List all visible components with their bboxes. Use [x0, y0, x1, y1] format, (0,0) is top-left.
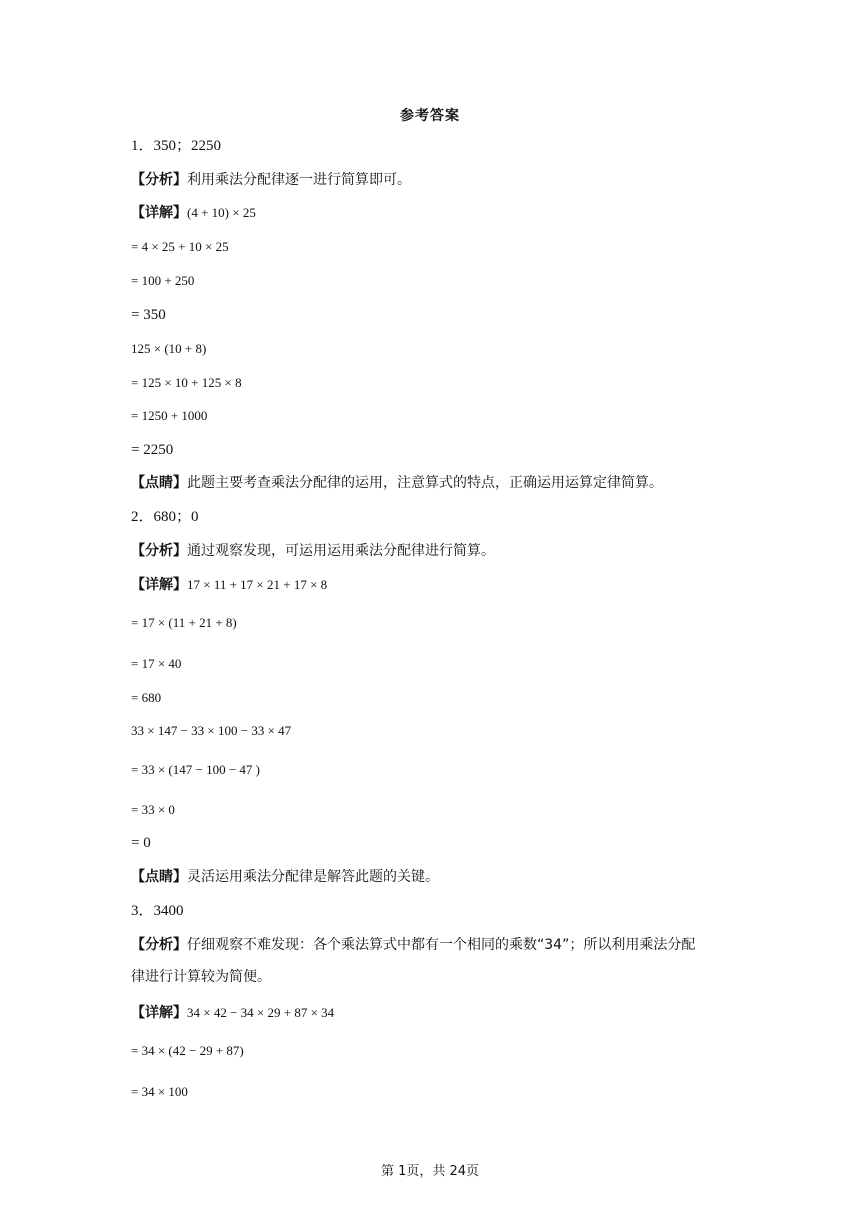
q2-comment	[131, 867, 439, 887]
comment-tag: 【点睛】	[131, 475, 187, 491]
detail-tag: 【详解】	[131, 205, 187, 221]
q3-analysis-continued: 律进行计算较为简便。	[131, 969, 271, 985]
q1-step: = 4 × 25 + 10 × 25	[131, 239, 229, 254]
q2-step: = 0	[131, 835, 151, 851]
q2-analysis	[131, 541, 495, 561]
analysis-tag: 【分析】	[131, 937, 187, 953]
q1-step: = 1250 + 1000	[131, 408, 208, 423]
q1-comment	[131, 473, 663, 493]
detail-tag: 【详解】	[131, 577, 187, 593]
page-title: 参考答案	[400, 108, 460, 124]
comment-text: 灵活运用乘法分配律是解答此题的关键。	[187, 869, 439, 885]
q3-analysis	[131, 935, 695, 955]
comment-text: 此题主要考查乘法分配律的运用，注意算式的特点，正确运用运算定律简算。	[187, 475, 663, 491]
q1-step: = 125 × 10 + 125 × 8	[131, 375, 242, 390]
detail-tag: 【详解】	[131, 1005, 187, 1021]
detail-expression: 34 × 42 − 34 × 29 + 87 × 34	[187, 1005, 335, 1020]
q2-step: = 33 × (147 − 100 − 47 )	[131, 762, 260, 777]
detail-expression: (4 + 10) × 25	[187, 205, 256, 220]
q3-step: = 34 × (42 − 29 + 87)	[131, 1043, 244, 1058]
analysis-text: 通过观察发现，可运用运用乘法分配律进行简算。	[187, 543, 495, 559]
comment-tag: 【点睛】	[131, 869, 187, 885]
q1-answer: 1．350；2250	[131, 138, 222, 154]
page-footer: 第 1页，共 24页	[380, 1164, 480, 1179]
q3-answer: 3．3400	[131, 903, 184, 919]
analysis-text: 仔细观察不难发现：各个乘法算式中都有一个相同的乘数“34”；所以利用乘法分配	[187, 937, 696, 953]
q1-step: = 2250	[131, 442, 174, 458]
q2-step: = 680	[131, 690, 162, 705]
q2-answer: 2．680；0	[131, 509, 199, 525]
analysis-tag: 【分析】	[131, 172, 187, 188]
q1-expression-b: 125 × (10 + 8)	[131, 341, 207, 356]
analysis-text: 利用乘法分配律逐一进行简算即可。	[187, 172, 411, 188]
q2-detail	[131, 575, 327, 595]
q3-detail	[131, 1003, 334, 1023]
q2-step: = 17 × 40	[131, 656, 182, 671]
q1-step: = 100 + 250	[131, 273, 195, 288]
q1-analysis	[131, 170, 411, 190]
q3-step: = 34 × 100	[131, 1084, 188, 1099]
q1-step: = 350	[131, 307, 166, 323]
q2-step: = 17 × (11 + 21 + 8)	[131, 615, 237, 630]
q2-expression-b: 33 × 147 − 33 × 100 − 33 × 47	[131, 723, 292, 738]
analysis-tag: 【分析】	[131, 543, 187, 559]
q1-detail	[131, 203, 256, 223]
q2-step: = 33 × 0	[131, 802, 175, 817]
detail-expression: 17 × 11 + 17 × 21 + 17 × 8	[187, 577, 328, 592]
